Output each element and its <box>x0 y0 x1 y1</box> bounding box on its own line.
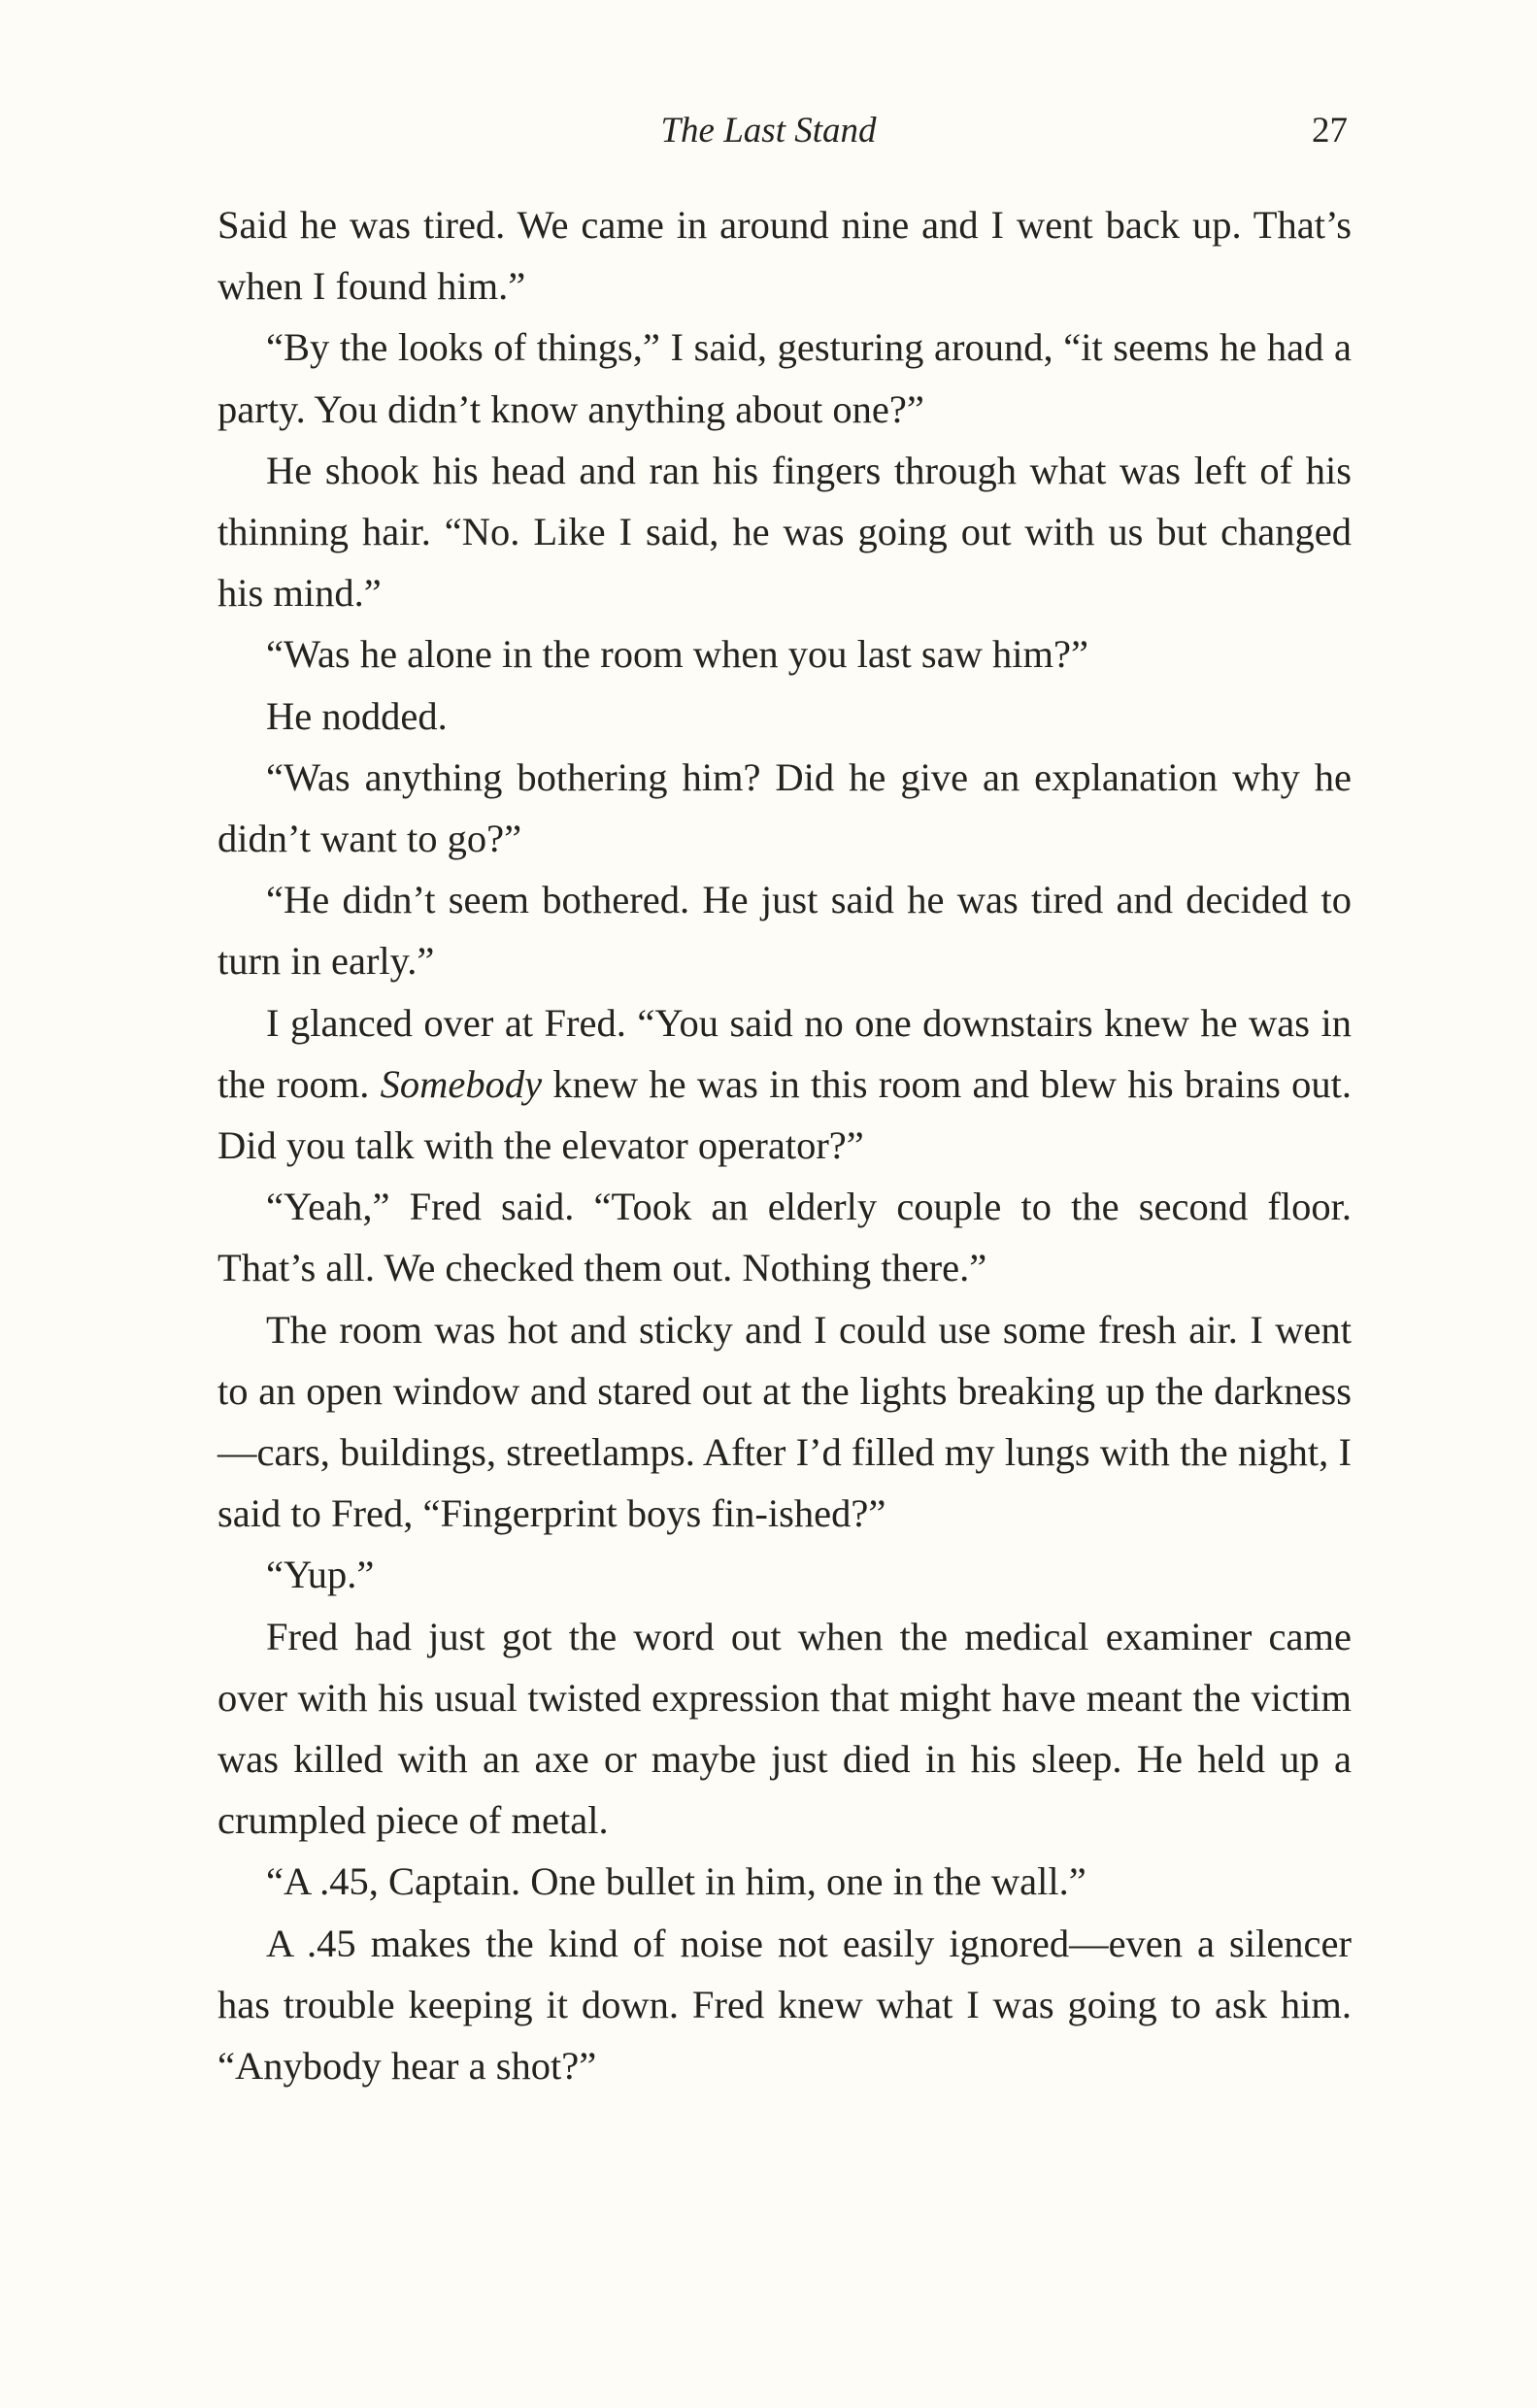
paragraph: “By the looks of things,” I said, gesturing around, “it seems he had a party. You didn’t know anything about one?” <box>217 325 1352 431</box>
paragraph: He nodded. <box>266 693 448 738</box>
paragraph: Said he was tired. We came in around nine and I went back up. That’s when I found him.” <box>217 203 1352 309</box>
paragraph: “Was anything bothering him? Did he give an explanation why he didn’t want to go?” <box>217 754 1352 861</box>
paragraph: A .45 makes the kind of noise not easily ignored—even a silencer has trouble keeping it down. Fred knew what I was going to ask him. “Anybody hear a shot?” <box>217 1921 1352 2089</box>
paragraph: “He didn’t seem bothered. He just said he was tired and decided to turn in early.” <box>217 878 1352 984</box>
paragraph: “A .45, Captain. One bullet in him, one in the wall.” <box>266 1859 1086 1904</box>
paragraph <box>217 992 1352 1177</box>
paragraph: “Yup.” <box>266 1553 375 1597</box>
paragraph: Fred had just got the word out when the medical examiner came over with his usual twisted expression that might have meant the victim was killed with an axe or maybe just died in his sleep. He held up a crumpled piece of metal. <box>217 1614 1352 1843</box>
paragraph: He shook his head and ran his fingers through what was left of his thinning hair. “No. Like I said, he was going out with us but changed his mind.” <box>217 448 1352 616</box>
emphasis-text: Somebody <box>380 1061 543 1106</box>
paragraph-text: knew he was in this room and blew his brains out. Did you talk with the elevator operator?” <box>217 1061 1353 1168</box>
paragraph-text: I glanced over at Fred. “You said no one downstairs knew he was in the room. <box>217 1000 1352 1106</box>
paragraph: “Yeah,” Fred said. “Took an elderly couple to the second floor. That’s all. We checked them out. Nothing there.” <box>217 1185 1352 1290</box>
running-head <box>0 107 1537 155</box>
running-title: The Last Stand <box>660 111 877 150</box>
paragraph: The room was hot and sticky and I could use some fresh air. I went to an open window and stared out at the lights breaking up the darkness—cars, buildings, streetlamps. After I’d filled my lungs with the night, I said to Fred, “Fingerprint boys fin-ished?” <box>217 1307 1352 1536</box>
page-number: 27 <box>1312 111 1348 150</box>
paragraph: “Was he alone in the room when you last saw him?” <box>266 632 1088 677</box>
body-text <box>217 194 1352 2096</box>
